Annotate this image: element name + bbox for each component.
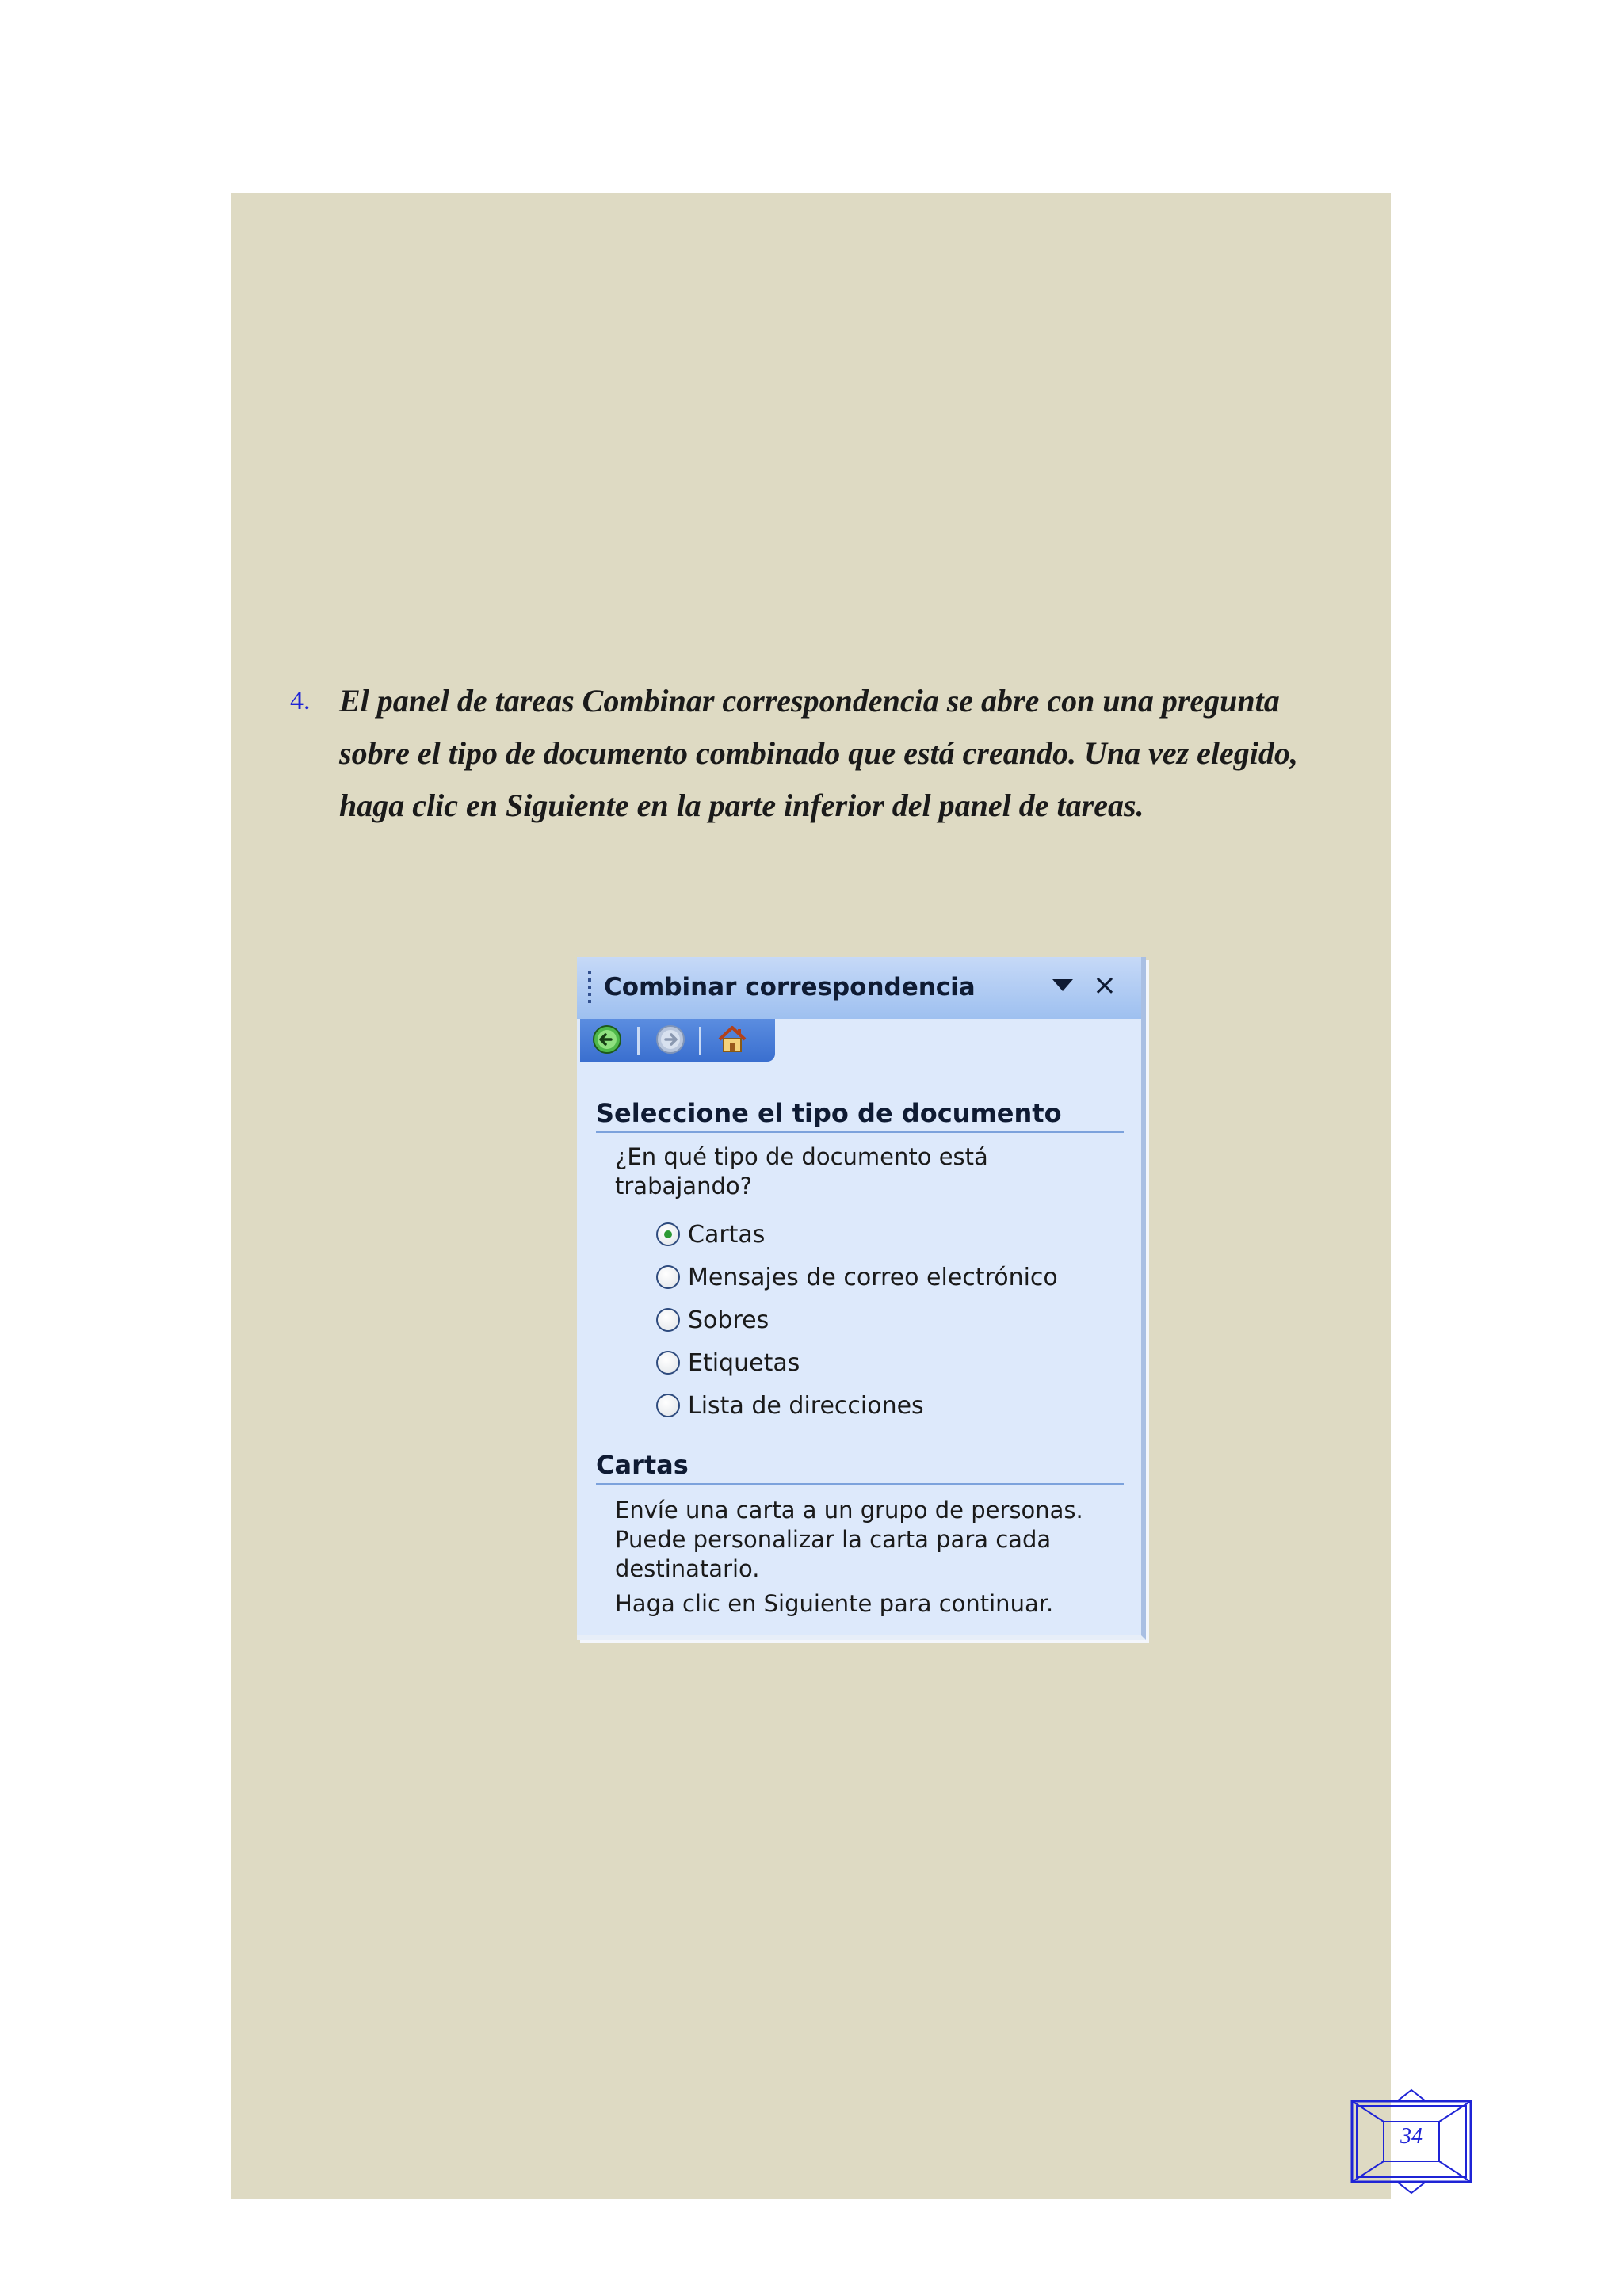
task-pane-title: Combinar correspondencia xyxy=(604,973,976,1001)
toolbar-separator xyxy=(637,1027,640,1055)
radio-button[interactable] xyxy=(656,1265,680,1289)
instruction-line: sobre el tipo de documento combinado que está creando. Una vez elegido, xyxy=(339,735,1298,771)
radio-label: Cartas xyxy=(688,1220,766,1249)
instruction-line: El panel de tareas Combinar correspondencia se abre con una pregunta xyxy=(339,683,1280,719)
question-text xyxy=(615,1142,1106,1201)
chevron-down-icon[interactable] xyxy=(1052,979,1073,991)
radio-option-cartas[interactable] xyxy=(656,1219,765,1250)
radio-option-lista-direcciones[interactable] xyxy=(656,1390,924,1421)
description-line: Puede personalizar la carta para cada xyxy=(615,1526,1052,1553)
step-number: 4. xyxy=(290,686,311,715)
description-line: Envíe una carta a un grupo de personas. xyxy=(615,1497,1083,1524)
radio-option-sobres[interactable] xyxy=(656,1304,769,1336)
page-number: 34 xyxy=(1400,2124,1423,2149)
section-title-document-type: Seleccione el tipo de documento xyxy=(596,1098,1124,1133)
continue-hint: Haga clic en Siguiente para continuar. xyxy=(615,1590,1054,1617)
radio-option-etiquetas[interactable] xyxy=(656,1347,800,1379)
task-pane-title-bar xyxy=(577,957,1141,1019)
radio-button-selected[interactable] xyxy=(656,1222,680,1246)
toolbar-separator xyxy=(699,1027,701,1055)
forward-arrow-icon[interactable] xyxy=(655,1024,686,1055)
radio-button[interactable] xyxy=(656,1351,680,1375)
page-number-badge xyxy=(1350,2088,1472,2195)
radio-label: Mensajes de correo electrónico xyxy=(688,1263,1058,1291)
radio-button[interactable] xyxy=(656,1394,680,1417)
home-icon[interactable] xyxy=(716,1024,748,1055)
section-title-cartas: Cartas xyxy=(596,1450,1124,1485)
close-icon[interactable]: × xyxy=(1092,969,1117,1001)
question-line: ¿En qué tipo de documento está xyxy=(615,1143,988,1170)
instruction-text xyxy=(339,675,1361,832)
radio-label: Lista de direcciones xyxy=(688,1391,924,1420)
description-line: destinatario. xyxy=(615,1555,760,1582)
instruction-line: haga clic en Siguiente en la parte inferior del panel de tareas. xyxy=(339,788,1144,823)
task-pane-toolbar xyxy=(580,1019,775,1062)
back-arrow-icon[interactable] xyxy=(591,1024,623,1055)
radio-option-mensajes[interactable] xyxy=(656,1261,1058,1293)
grip-handle-icon[interactable] xyxy=(588,971,591,1006)
radio-label: Sobres xyxy=(688,1306,769,1334)
radio-button[interactable] xyxy=(656,1308,680,1332)
cartas-description xyxy=(615,1496,1106,1584)
question-line: trabajando? xyxy=(615,1173,752,1199)
mail-merge-task-pane xyxy=(577,957,1146,1640)
radio-label: Etiquetas xyxy=(688,1348,800,1377)
